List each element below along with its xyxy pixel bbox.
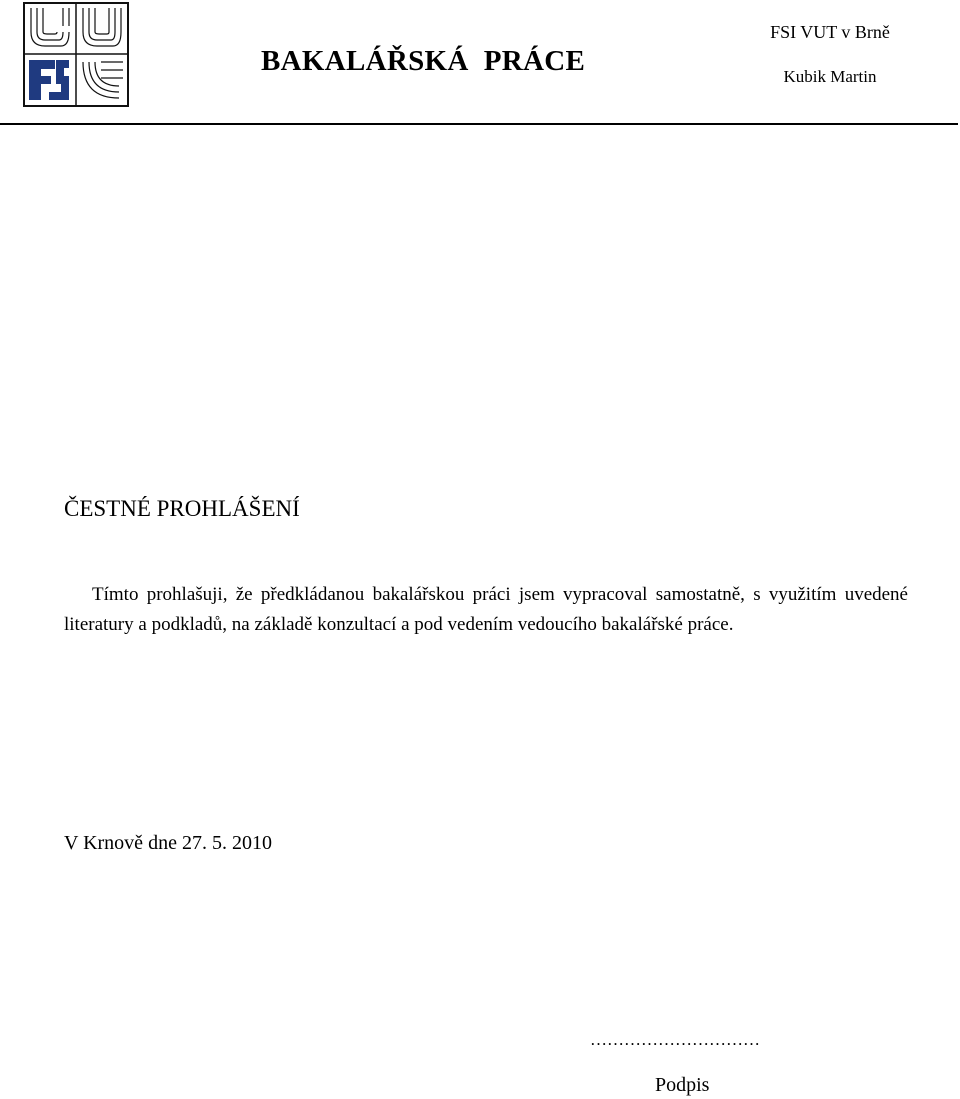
document-title: BAKALÁŘSKÁ PRÁCE bbox=[261, 45, 586, 77]
signature-line: ………………………… bbox=[590, 1030, 760, 1049]
section-heading: ČESTNÉ PROHLÁŠENÍ bbox=[64, 496, 300, 521]
header-meta bbox=[740, 20, 920, 88]
signature-label: Podpis bbox=[655, 1074, 710, 1096]
header-divider bbox=[0, 123, 958, 125]
institution-name: FSI VUT v Brně bbox=[770, 22, 890, 42]
place-and-date: V Krnově dne 27. 5. 2010 bbox=[64, 832, 272, 854]
fsi-vut-logo bbox=[23, 2, 129, 107]
author-name: Kubik Martin bbox=[783, 67, 877, 86]
declaration-paragraph: Tímto prohlašuji, že předkládanou bakalářskou práci jsem vypracoval samostatně, s využitím uvedené literatury a podkladů, na základě konzultací a pod vedením vedoucího bakalářské práce. bbox=[64, 584, 908, 635]
